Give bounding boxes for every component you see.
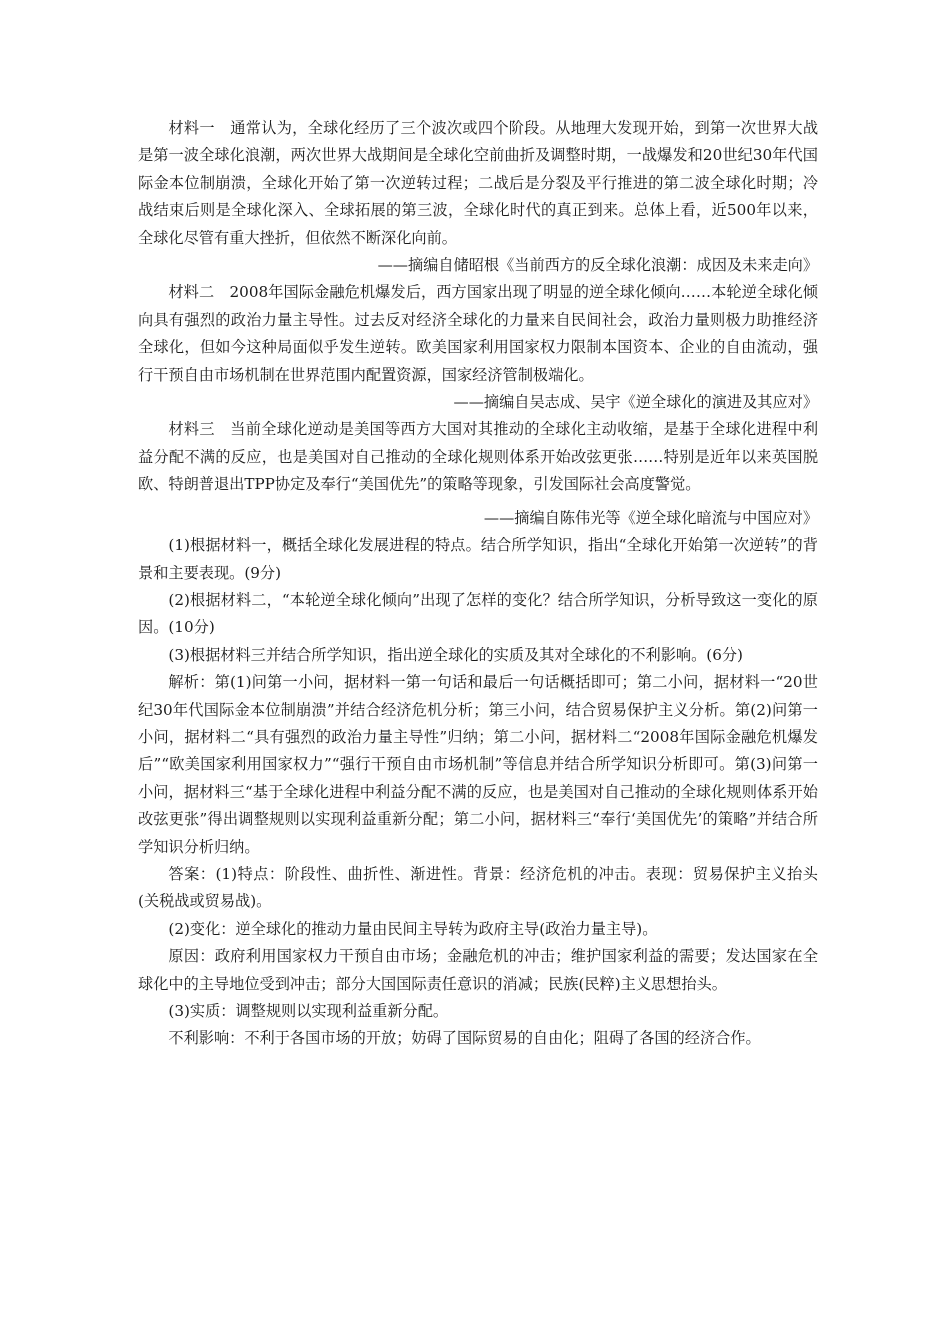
answer-1: 答案：(1)特点：阶段性、曲折性、渐进性。背景：经济危机的冲击。表现：贸易保护主义抬头(关税战或贸易战)。 bbox=[138, 864, 818, 911]
answer-3-impact: 不利影响：不利于各国市场的开放；妨碍了国际贸易的自由化；阻碍了各国的经济合作。 bbox=[168, 1029, 761, 1048]
answer-2-reason: 原因：政府利用国家权力干预自由市场；金融危机的冲击；维护国家利益的需要；发达国家在全球化中的主导地位受到冲击；部分大国国际责任意识的消减；民族(民粹)主义思想抬头。 bbox=[138, 947, 818, 993]
question-1: (1)根据材料一，概括全球化发展进程的特点。结合所学知识，指出“全球化开始第一次逆转”的背景和主要表现。(9分) bbox=[138, 536, 818, 582]
question-2: (2)根据材料二，“本轮逆全球化倾向”出现了怎样的变化？结合所学知识，分析导致这一变化的原因。(10分) bbox=[138, 590, 818, 637]
question-3: (3)根据材料三并结合所学知识，指出逆全球化的实质及其对全球化的不利影响。(6分) bbox=[168, 645, 743, 664]
answer-2-change: (2)变化：逆全球化的推动力量由民间主导转为政府主导(政治力量主导)。 bbox=[168, 919, 658, 938]
material-one-source: ——摘编自储昭根《当前西方的反全球化浪潮：成因及未来走向》 bbox=[377, 256, 818, 275]
document-page bbox=[138, 115, 818, 1053]
material-two-source: ——摘编自吴志成、吴宇《逆全球化的演进及其应对》 bbox=[453, 393, 818, 412]
analysis-text: 解析：第(1)问第一小问，据材料一第一句话和最后一句话概括即可；第二小问，据材料一“20世纪30年代国际金本位制崩溃”并结合经济危机分析；第三小问，结合贸易保护主义分析。第(2)问第一小问，据材料二“具有强烈的政治力量主导性”归纳；第二小问，据材料二“2008年国际金融危机爆发后”“欧美国家利用国家权力”“强行干预自由市场机制”等信息并结合所学知识分析即可。第(3)问第一小问，据材料三“基于全球化进程中利益分配不满的反应，也是美国对自己推动的全球化规则体系开始改弦更张”得出调整规则以实现利益重新分配；第二小问，据材料三“奉行‘美国优先’的策略”并结合所学知识分析归纳。 bbox=[138, 673, 818, 856]
answer-3-essence: (3)实质：调整规则以实现利益重新分配。 bbox=[168, 1002, 449, 1020]
material-three-source: ——摘编自陈伟光等《逆全球化暗流与中国应对》 bbox=[483, 508, 818, 527]
material-three-text: 材料三 当前全球化逆动是美国等西方大国对其推动的全球化主动收缩，是基于全球化进程中利益分配不满的反应，也是美国对自己推动的全球化规则体系开始改弦更张……特别是近年以来英国脱欧、特朗普退出TPP协定及奉行“美国优先”的策略等现象，引发国际社会高度警觉。 bbox=[138, 420, 818, 494]
material-one-text: 材料一 通常认为，全球化经历了三个波次或四个阶段。从地理大发现开始，到第一次世界大战是第一波全球化浪潮，两次世界大战期间是全球化空前曲折及调整时期，一战爆发和20世纪30年代国际金本位制崩溃，全球化开始了第一次逆转过程；二战后是分裂及平行推进的第二波全球化时期；冷战结束后则是全球化深入、全球拓展的第三波，全球化时代的真正到来。总体上看，近500年以来，全球化尽管有重大挫折，但依然不断深化向前。 bbox=[138, 119, 818, 247]
material-two-text: 材料二 2008年国际金融危机爆发后，西方国家出现了明显的逆全球化倾向……本轮逆全球化倾向具有强烈的政治力量主导性。过去反对经济全球化的力量来自民间社会，政治力量则极力助推经济全球化，但如今这种局面似乎发生逆转。欧美国家利用国家权力限制本国资本、企业的自由流动，强行干预自由市场机制在世界范围内配置资源，国家经济管制极端化。 bbox=[138, 283, 818, 384]
